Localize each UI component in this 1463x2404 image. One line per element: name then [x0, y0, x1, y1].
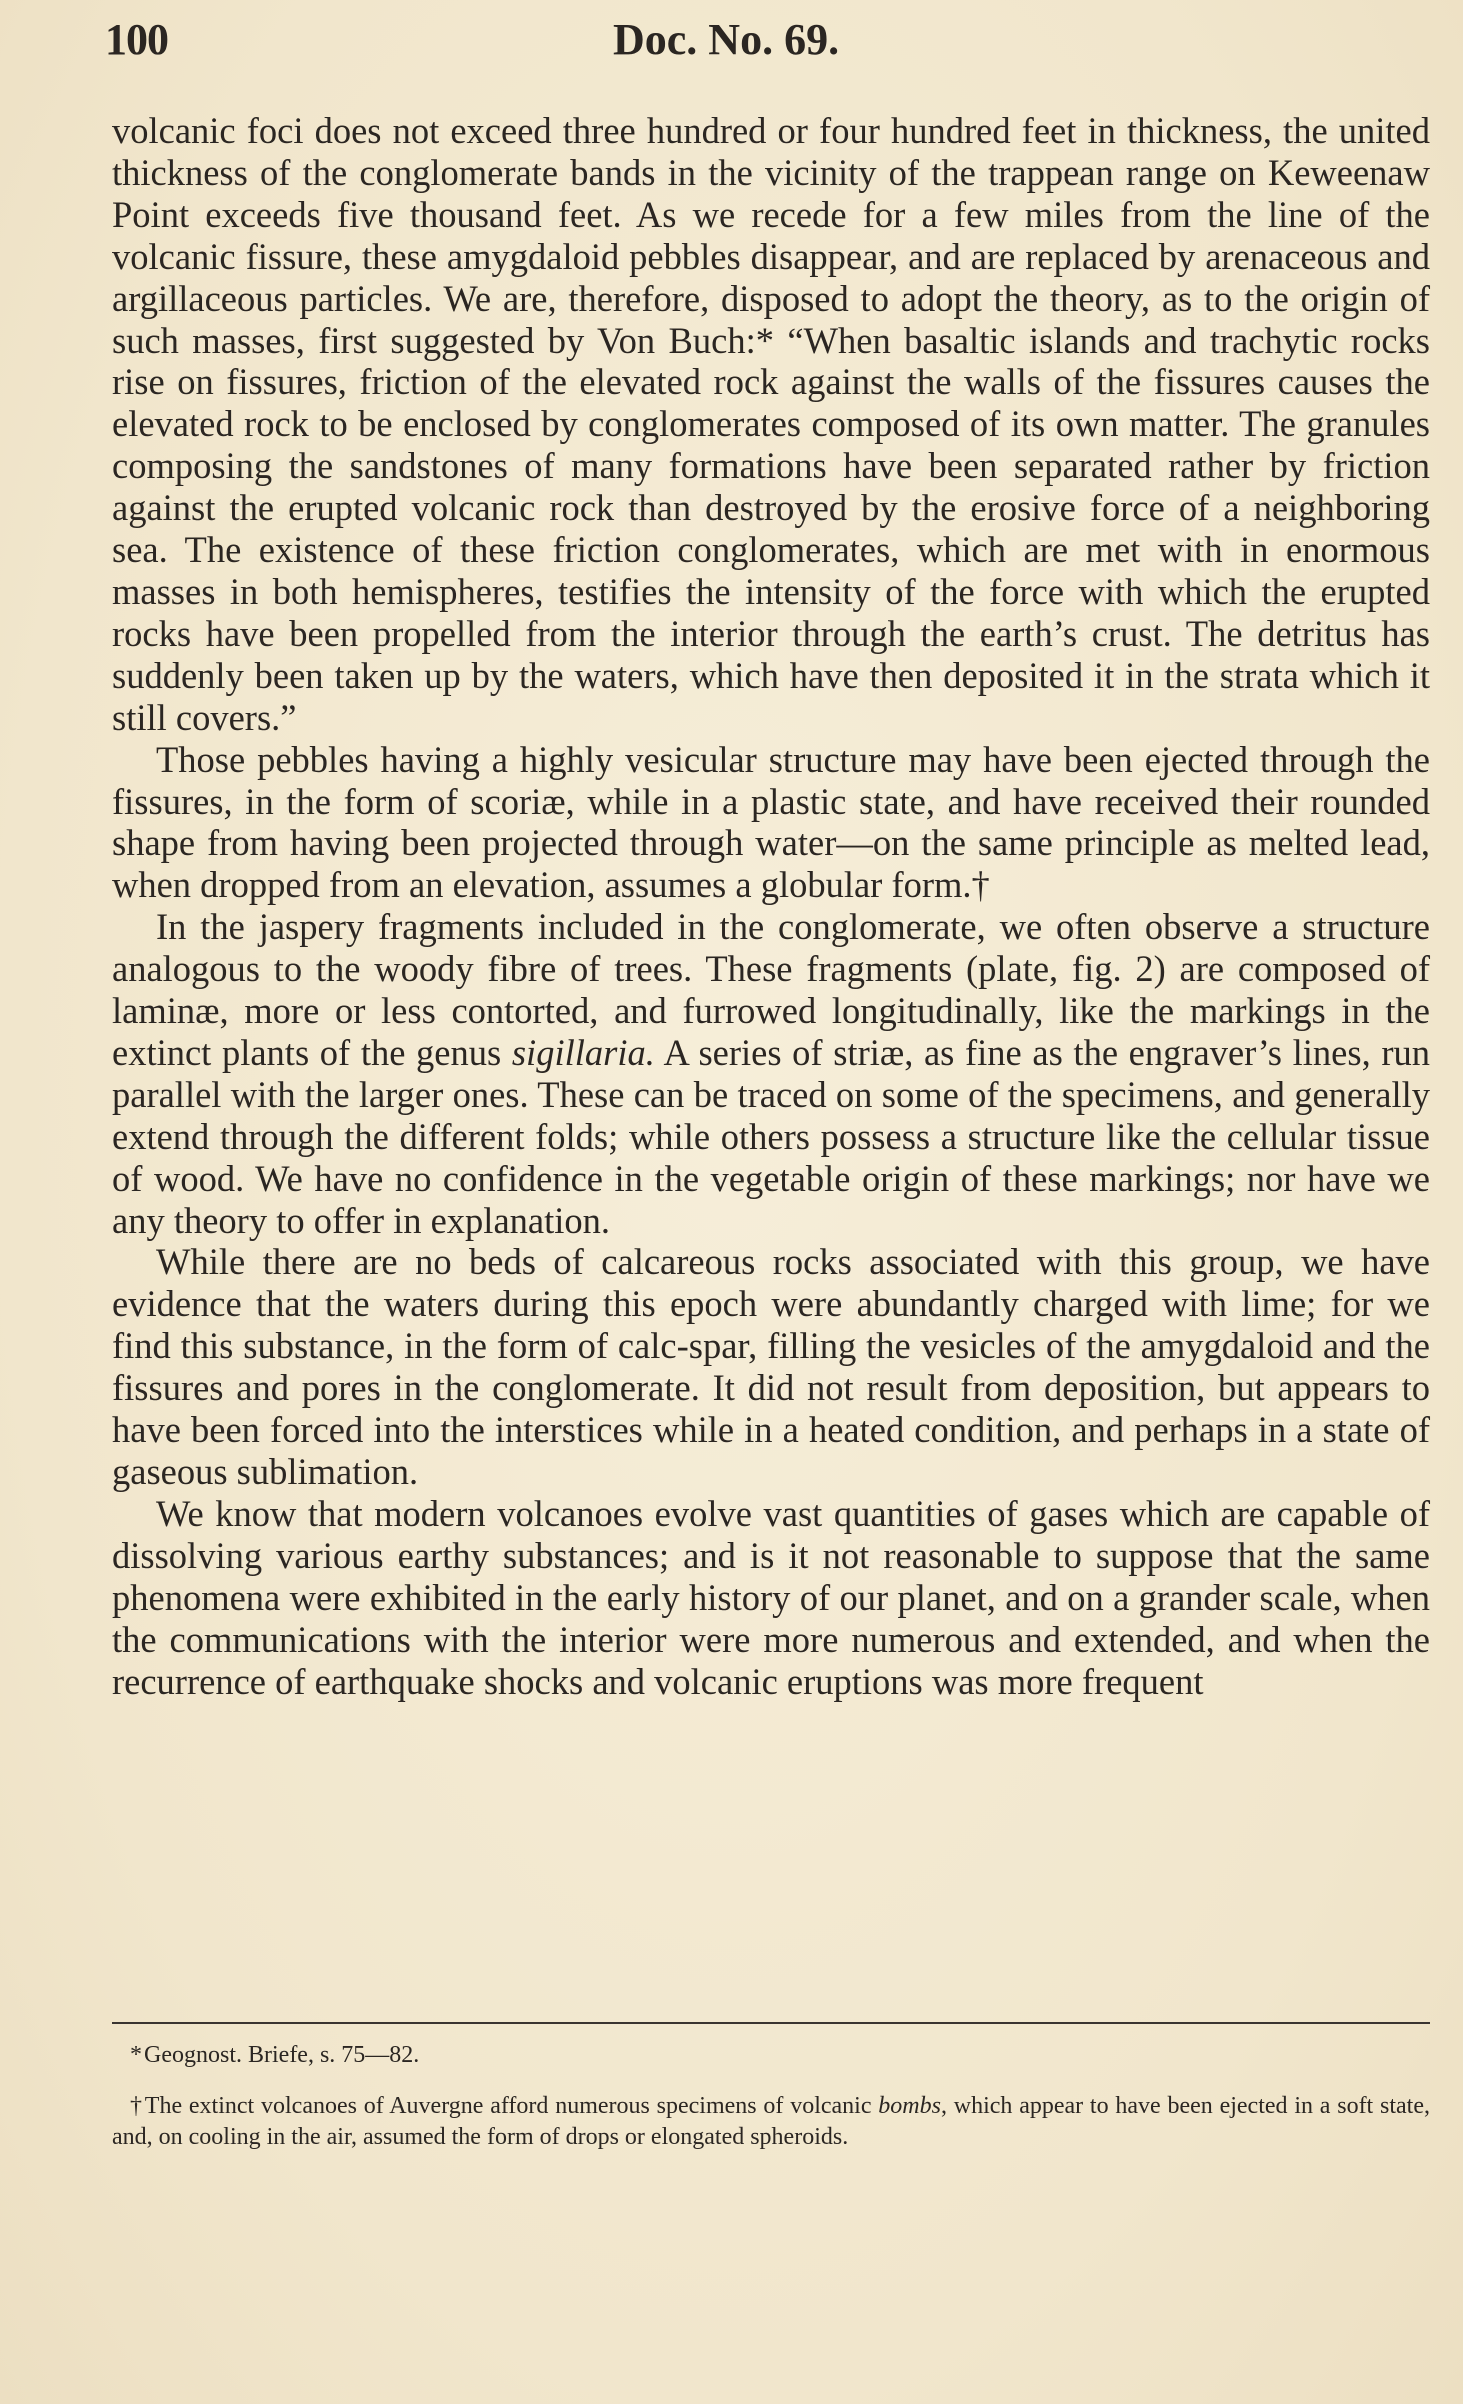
- running-head: [105, 14, 1425, 74]
- paragraph-1: volcanic foci does not exceed three hundred or four hundred feet in thickness, the united thickness of the conglomerate bands in the vicinity of the trappean range on Keweenaw Point exceeds five thousand feet. As we recede for a few miles from the line of the volcanic fissure, these amygdaloid pebbles disappear, and are replaced by arenaceous and argillaceous particles. We are, therefore, disposed to adopt the theory, as to the origin of such masses, first suggested by Von Buch:* “When basaltic islands and trachytic rocks rise on fissures, friction of the elevated rock against the walls of the fissures causes the elevated rock to be enclosed by conglomerates composed of its own matter. The granules composing the sandstones of many formations have been separated rather by friction against the erupted volcanic rock than destroyed by the erosive force of a neighboring sea. The existence of these friction conglomerates, which are met with in enormous masses in both hemispheres, testifies the intensity of the force with which the erupted rocks have been propelled from the interior through the earth’s crust. The detritus has suddenly been taken up by the waters, which have then deposited it in the strata which it still covers.”: [112, 110, 1430, 738]
- paragraph-3-text-start: In the jaspery fragments included in the conglomerate, we often observe a structure analogous to the woody fibre of trees. These fragments (plate, fig. 2) are composed of laminæ, more or less contorted, and furrowed longitudinally, like the markings in the extinct plants of the genus: [112, 906, 1430, 1073]
- footnote-2-text-start: The extinct volcanoes of Auvergne afford numerous specimens of volcanic: [144, 2093, 879, 2119]
- paragraph-3: [112, 906, 1430, 1241]
- genus-name-italic: sigillaria.: [511, 1031, 655, 1073]
- footnote-1-text: Geognost. Briefe, s. 75—82.: [144, 2042, 420, 2068]
- footnote-2-italic: bombs: [878, 2093, 941, 2119]
- footnotes: [112, 2040, 1430, 2153]
- paragraph-3-text-end: A series of striæ, as fine as the engraver’s lines, run parallel with the larger ones. These can be traced on some of the specimens, and generally extend through the different folds; while others possess a structure like the cellular tissue of wood. We have no confidence in the vegetable origin of these markings; nor have we any theory to offer in explanation.: [112, 1031, 1430, 1241]
- footnote-2-text-end: , which appear to have been ejected in a soft state, and, on cooling in the air, assumed the form of drops or elongated spheroids.: [112, 2093, 1431, 2150]
- paragraph-2: Those pebbles having a highly vesicular structure may have been ejected through the fissures, in the form of scoriæ, while in a plastic state, and have received their rounded shape from having been projected through water—on the same principle as melted lead, when dropped from an elevation, assumes a globular form.†: [112, 738, 1430, 906]
- page-number: 100: [105, 15, 168, 64]
- body-text: [112, 110, 1430, 1702]
- document-title: Doc. No. 69.: [613, 15, 840, 64]
- paragraph-4: While there are no beds of calcareous rocks associated with this group, we have evidence that the waters during this epoch were abundantly charged with lime; for we find this substance, in the form of calc-spar, filling the vesicles of the amygdaloid and the fissures and pores in the conglomerate. It did not result from deposition, but appears to have been forced into the interstices while in a heated condition, and perhaps in a state of gaseous sublimation.: [112, 1241, 1430, 1492]
- footnote-divider: [112, 2022, 1430, 2024]
- footnote-1-marker: *: [130, 2042, 142, 2068]
- paragraph-5: We know that modern volcanoes evolve vast quantities of gases which are capable of dissolving various earthy substances; and is it not reasonable to suppose that the same phenomena were exhibited in the early history of our planet, and on a grander scale, when the communications with the interior were more numerous and extended, and when the recurrence of earthquake shocks and volcanic eruptions was more frequent: [112, 1492, 1430, 1702]
- footnote-2-marker: †: [130, 2093, 143, 2119]
- footnote-1: [112, 2040, 1430, 2071]
- footnote-2: [112, 2091, 1430, 2153]
